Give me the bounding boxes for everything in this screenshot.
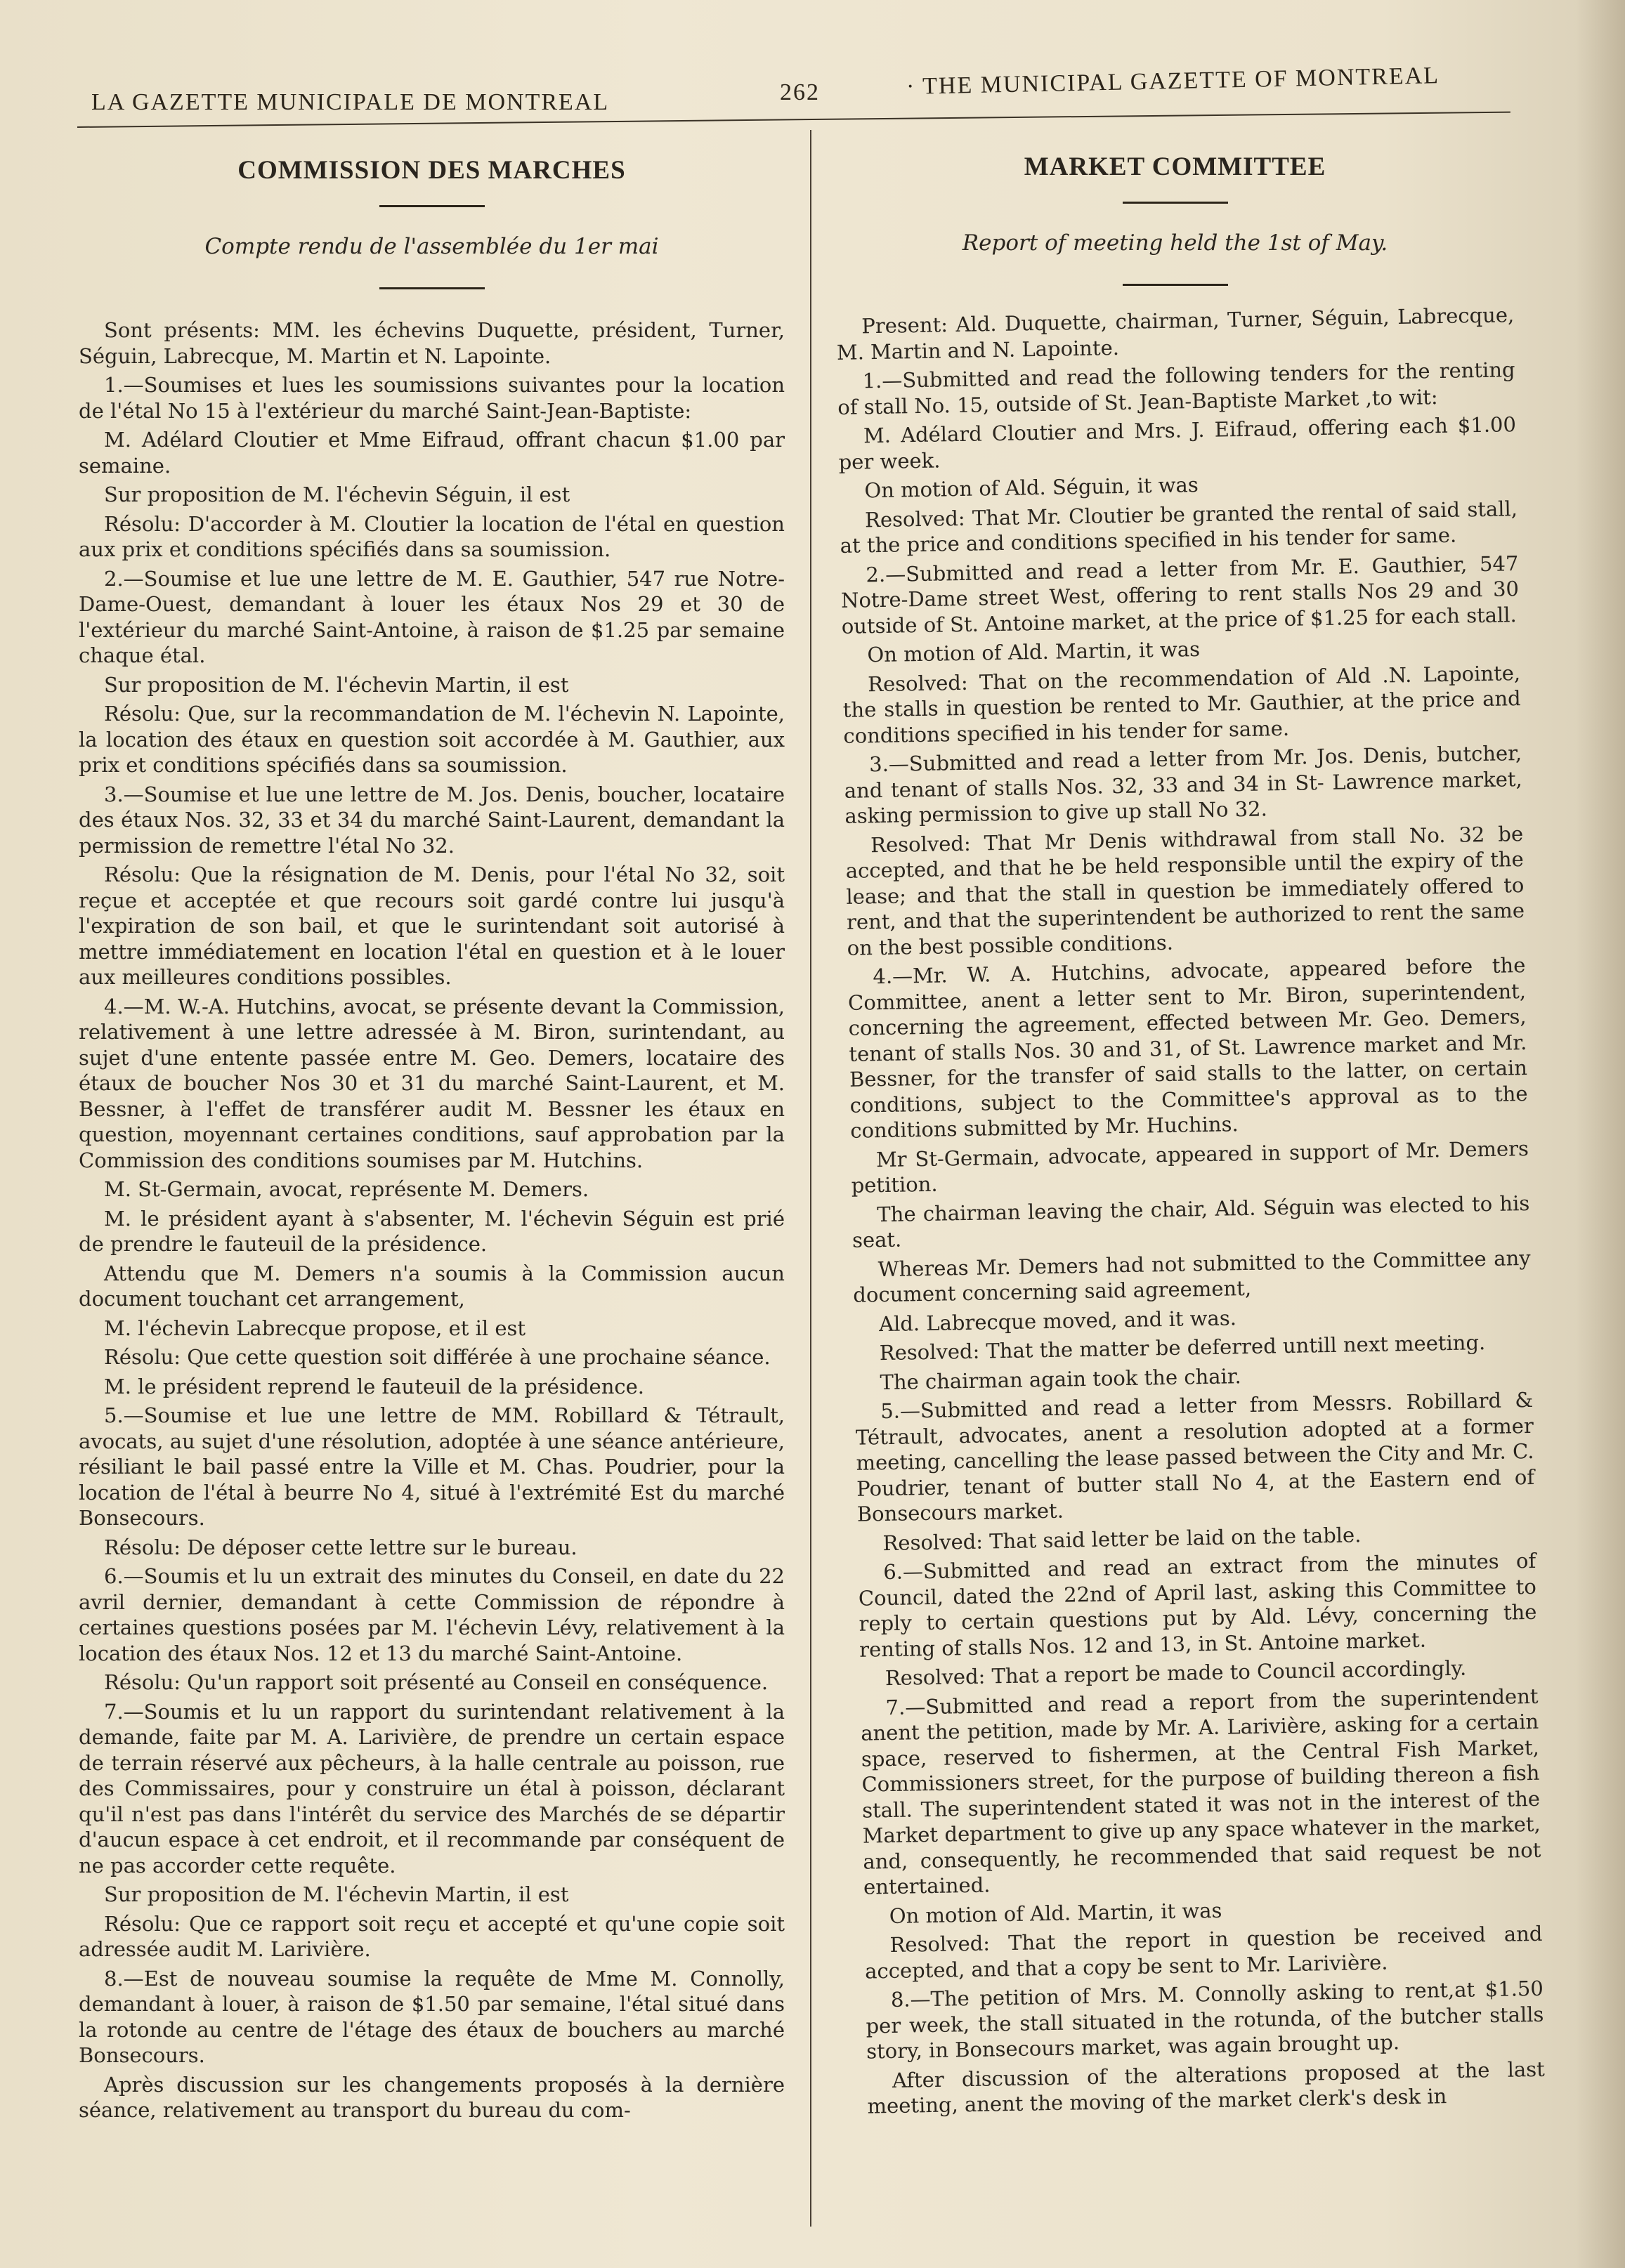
english-body bbox=[836, 302, 1546, 2119]
french-paragraph: M. l'échevin Labrecque propose, et il est bbox=[104, 1316, 526, 1340]
french-paragraph: Sont présents: MM. les échevins Duquette, président, Turner, Séguin, Labrecque, M. Martin et N. Lapointe. bbox=[79, 318, 785, 368]
english-paragraph: Resolved: That on the recommendation of Ald .N. Lapointe, the stalls in question be rented to Mr. Gauthier, at the price and conditions specified in his tender for same. bbox=[842, 660, 1521, 748]
binding-shadow bbox=[1576, 0, 1625, 2268]
french-subtitle: Compte rendu de l'assemblée du 1er mai bbox=[204, 233, 659, 259]
english-paragraph: Resolved: That Mr Denis withdrawal from stall No. 32 be accepted, and that he be held responsible until the expiry of the lease; and that the stall in question be immediately offered to rent, and that the superintendent be authorized to rent the same on the best possible conditions. bbox=[845, 821, 1525, 960]
english-paragraph: 7.—Submitted and read a report from the superintendent anent the petition, made by Mr. A. Larivière, asking for a certain space, reserved to fishermen, at the Central Fish Market, Commissioners street, for the purpose of building thereon a fish stall. The superintendent stated it was not in the interest of the Market department to give up any space whatever in the market, and, consequently, he recommended that said request be not entertained. bbox=[860, 1684, 1541, 1899]
english-paragraph: Resolved: That said letter be laid on the table. bbox=[882, 1522, 1362, 1555]
english-paragraph: On motion of Ald. Martin, it was bbox=[889, 1898, 1222, 1928]
english-paragraph: On motion of Ald. Séguin, it was bbox=[864, 473, 1199, 503]
page-number: 262 bbox=[780, 79, 820, 105]
french-paragraph: 3.—Soumise et lue une lettre de M. Jos. Denis, boucher, locataire des étaux Nos. 32, 33 et 34 du marché Saint-Laurent, demandant la permission de remettre l'étal No 32. bbox=[79, 782, 785, 858]
english-paragraph: The chairman leaving the chair, Ald. Séguin was elected to his seat. bbox=[851, 1191, 1530, 1252]
french-paragraph: Résolu: Que cette question soit différée à une prochaine séance. bbox=[104, 1345, 771, 1369]
english-paragraph: 8.—The petition of Mrs. M. Connolly asking to rent,at $1.50 per week, the stall situated in the rotunda, of the butcher stalls story, in Bonsecours market, was again brought up. bbox=[866, 1976, 1544, 2064]
english-paragraph: 1.—Submitted and read the following tenders for the renting of stall No. 15, outside of St. Jean-Baptiste Market ,to wit: bbox=[837, 358, 1515, 419]
running-header bbox=[77, 63, 1510, 116]
english-paragraph: Present: Ald. Duquette, chairman, Turner, Séguin, Labrecque, M. Martin and N. Lapointe. bbox=[836, 303, 1515, 365]
english-paragraph: On motion of Ald. Martin, it was bbox=[867, 637, 1201, 667]
english-column bbox=[836, 140, 1546, 2123]
french-paragraph: 7.—Soumis et lu un rapport du surintendant relativement à la demande, faite par M. A. Larivière, de prendre un certain espace de terrain réservé aux pêcheurs, à la halle centrale au poisson, rue des Commissaires, pour y construire un étal à poisson, déclarant qu'il n'est pas dans l'intérêt du service des Marchés de se départir d'aucun espace à cet endroit, et il recommande par conséquent de ne pas accorder cette requête. bbox=[79, 1699, 785, 1877]
french-paragraph: Résolu: D'accorder à M. Cloutier la location de l'étal en question aux prix et conditions spécifiés dans sa soumission. bbox=[79, 511, 785, 561]
french-paragraph: Sur proposition de M. l'échevin Martin, il est bbox=[104, 1882, 569, 1906]
english-paragraph: Ald. Labrecque moved, and it was. bbox=[878, 1305, 1237, 1336]
english-paragraph: 3.—Submitted and read a letter from Mr. Jos. Denis, butcher, and tenant of stalls Nos. 32, 33 and 34 in St- Lawrence market, asking permission to give up stall No 32. bbox=[844, 741, 1522, 828]
header-right-title: · THE MUNICIPAL GAZETTE OF MONTREAL bbox=[906, 63, 1440, 100]
subtitle-dash bbox=[379, 287, 485, 289]
english-paragraph: Resolved: That the matter be deferred untill next meeting. bbox=[879, 1330, 1486, 1365]
french-title: COMMISSION DES MARCHES bbox=[237, 156, 626, 185]
english-paragraph: The chairman again took the chair. bbox=[880, 1363, 1241, 1394]
french-paragraph: Résolu: Qu'un rapport soit présenté au Conseil en conséquence. bbox=[104, 1670, 769, 1694]
english-paragraph: After discussion of the alterations proposed at the last meeting, anent the moving of the market clerk's desk in bbox=[867, 2057, 1546, 2118]
french-paragraph: 2.—Soumise et lue une lettre de M. E. Gauthier, 547 rue Notre-Dame-Ouest, demandant à louer les étaux Nos 29 et 30 de l'extérieur du marché Saint-Antoine, à raison de $1.25 par semaine chaque étal. bbox=[79, 566, 785, 667]
english-paragraph: 5.—Submitted and read a letter from Messrs. Robillard & Tétrault, advocates, anent a resolution adopted at a former meeting, cancelling the lease passed between the City and Mr. C. Poudrier, tenant of butter stall No 4, at the Eastern end of Bonsecours market. bbox=[855, 1387, 1535, 1526]
english-subtitle: Report of meeting held the 1st of May. bbox=[962, 230, 1388, 256]
french-paragraph: 5.—Soumise et lue une lettre de MM. Robillard & Tétrault, avocats, au sujet d'une résolution, adoptée à une séance antérieure, résiliant le bail passé entre la Ville et M. Chas. Poudrier, pour la location de l'étal à beurre No 4, situé à l'extrémité Est du marché Bonsecours. bbox=[79, 1403, 785, 1530]
english-paragraph: Resolved: That a report be made to Council accordingly. bbox=[885, 1656, 1467, 1691]
french-body bbox=[79, 317, 785, 2123]
french-paragraph: 6.—Soumis et lu un extrait des minutes du Conseil, en date du 22 avril dernier, demandant à cette Commission de répondre à certaines questions posées par M. l'échevin Lévy, relativement à la location des étaux Nos. 12 et 13 du marché Saint-Antoine. bbox=[79, 1564, 785, 1665]
french-paragraph: Résolu: Que ce rapport soit reçu et accepté et qu'une copie soit adressée audit M. Larivière. bbox=[79, 1911, 785, 1961]
english-paragraph: 2.—Submitted and read a letter from Mr. E. Gauthier, 547 Notre-Dame street West, offering to rent stalls Nos 29 and 30 outside of St. Antoine market, at the price of $1.25 for each stall. bbox=[840, 551, 1520, 638]
french-paragraph: M. le président ayant à s'absenter, M. l'échevin Séguin est prié de prendre le fauteuil de la présidence. bbox=[79, 1206, 785, 1256]
title-dash bbox=[1123, 202, 1228, 204]
french-paragraph: Résolu: Que, sur la recommandation de M. l'échevin N. Lapointe, la location des étaux en question soit accordée à M. Gauthier, aux prix et conditions spécifiés dans sa soumission. bbox=[79, 702, 785, 777]
english-title: MARKET COMMITTEE bbox=[1024, 152, 1326, 181]
header-left-title: LA GAZETTE MUNICIPALE DE MONTREAL bbox=[91, 89, 610, 115]
french-paragraph: Sur proposition de M. l'échevin Martin, il est bbox=[104, 672, 569, 697]
english-paragraph: Whereas Mr. Demers had not submitted to the Committee any document concerning said agreement, bbox=[853, 1245, 1531, 1307]
english-paragraph: Resolved: That the report in question be received and accepted, and that a copy be sent to Mr. Larivière. bbox=[864, 1921, 1543, 1984]
column-divider bbox=[810, 130, 811, 2227]
french-paragraph: M. St-Germain, avocat, représente M. Demers. bbox=[104, 1177, 589, 1201]
english-paragraph: Resolved: That Mr. Cloutier be granted the rental of said stall, at the price and conditions specified in his tender for same. bbox=[840, 496, 1518, 558]
french-paragraph: M. Adélard Cloutier et Mme Eifraud, offrant chacun $1.00 par semaine. bbox=[79, 428, 785, 478]
french-paragraph: 8.—Est de nouveau soumise la requête de Mme M. Connolly, demandant à louer, à raison de $1.50 par semaine, l'étal situé dans la rotonde au centre de l'étage des étaux de bouchers au marché Bonsecours. bbox=[79, 1966, 785, 2067]
french-paragraph: Résolu: Que la résignation de M. Denis, pour l'étal No 32, soit reçue et acceptée et que recours soit gardé contre lui jusqu'à l'expiration de son bail, et que le surintendant soit autorisé à mettre immédiatement en location l'étal en question et à le louer aux meilleures conditions possibles. bbox=[79, 863, 785, 989]
english-paragraph: Mr St-Germain, advocate, appeared in support of Mr. Demers petition. bbox=[851, 1136, 1529, 1198]
english-paragraph: 4.—Mr. W. A. Hutchins, advocate, appeared before the Committee, anent a letter sent to Mr. Biron, superintendent, concerning the agreement, effected between Mr. Geo. Demers, tenant of stalls Nos. 30 and 31, of St. Lawrence market and Mr. Bessner, for the transfer of said stalls to the latter, on certain conditions, subject to the Committee's approval as to the conditions submitted by Mr. Huchins. bbox=[847, 953, 1528, 1143]
french-paragraph: Sur proposition de M. l'échevin Séguin, il est bbox=[104, 483, 570, 506]
english-paragraph: 6.—Submitted and read an extract from the minutes of Council, dated the 22nd of April last, asking this Committee to reply to certain questions put by Ald. Lévy, concerning the renting of stalls Nos. 12 and 13, in St. Antoine market. bbox=[858, 1548, 1537, 1662]
english-paragraph: M. Adélard Cloutier and Mrs. J. Eifraud, offering each $1.00 per week. bbox=[838, 412, 1517, 474]
subtitle-dash bbox=[1123, 284, 1228, 286]
french-paragraph: Après discussion sur les changements proposés à la dernière séance, relativement au transport du bureau du com- bbox=[79, 2072, 785, 2122]
french-paragraph: Résolu: De déposer cette lettre sur le bureau. bbox=[104, 1535, 577, 1559]
french-paragraph: M. le président reprend le fauteuil de la présidence. bbox=[104, 1374, 644, 1398]
french-paragraph: 1.—Soumises et lues les soumissions suivantes pour la location de l'étal No 15 à l'extérieur du marché Saint-Jean-Baptiste: bbox=[79, 373, 785, 423]
title-dash bbox=[379, 205, 485, 207]
french-paragraph: 4.—M. W.-A. Hutchins, avocat, se présente devant la Commission, relativement à une lettre adressée à M. Biron, surintendant, au sujet d'une entente passée entre M. Geo. Demers, locataire des étaux de boucher Nos 30 et 31 du marché Saint-Laurent, et M. Bessner, à l'effet de transférer audit M. Bessner les étaux en question, moyennant certaines conditions, sauf approbation par la Commission des conditions soumises par M. Hutchins. bbox=[79, 994, 785, 1172]
french-paragraph: Attendu que M. Demers n'a soumis à la Commission aucun document touchant cet arrangement, bbox=[79, 1261, 785, 1311]
french-column bbox=[79, 144, 785, 2127]
